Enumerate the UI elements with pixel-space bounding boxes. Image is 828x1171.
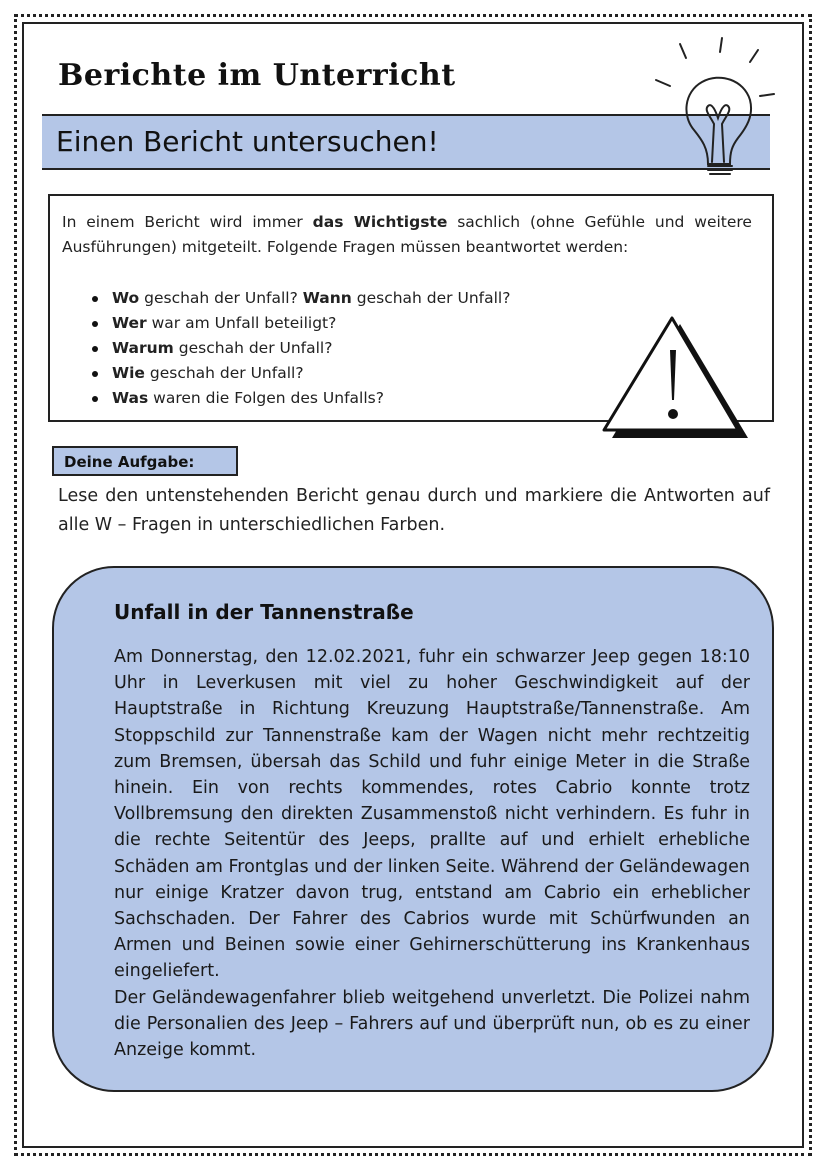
info-intro-text-b: sachlich (ohne Gefühle und weitere Ausführungen) mitgeteilt. Folgende Fragen müssen beantwortet werden:: [62, 213, 752, 256]
info-intro-bold: das Wichtigste: [312, 213, 448, 231]
task-label: [52, 446, 238, 476]
info-intro-text-a: In einem Bericht wird immer: [62, 213, 313, 231]
task-instructions: Lese den untenstehenden Bericht genau durch und markiere die Antworten auf alle W – Fragen in unterschiedlichen Farben.: [58, 486, 770, 535]
list-item: Wie geschah der Unfall?: [90, 361, 510, 386]
report-paragraph-1: Am Donnerstag, den 12.02.2021, fuhr ein schwarzer Jeep gegen 18:10 Uhr in Leverkusen mit viel zu hoher Geschwindigkeit auf der Hauptstraße in Richtung Kreuzung Hauptstraße/Tannenstraße. Am Stoppschild zur Tannenstraße kam der Wagen nicht mehr rechtzeitig zum Bremsen, übersah das Schild und fuhr einige Meter in die Straße hinein. Ein von rechts kommendes, rotes Cabrio konnte trotz Vollbremsung den direkten Zusammenstoß nicht verhindern. Es fuhr in die rechte Seitentür des Jeeps, prallte auf und erhielt erhebliche Schäden am Frontglas und der linken Seite. Während der Geländewagen nur einige Kratzer davon trug, entstand am Cabrio ein erheblicher Sachschaden. Der Fahrer des Cabrios wurde mit Schürfwunden an Armen und Beinen sowie einer Gehirnerschütterung ins Krankenhaus eingeliefert.: [114, 647, 750, 982]
question-list: [90, 286, 510, 411]
warning-triangle-icon: [598, 316, 750, 442]
list-item: Wo geschah der Unfall? Wann geschah der Unfall?: [90, 286, 510, 311]
info-intro: [62, 210, 752, 260]
list-item: Warum geschah der Unfall?: [90, 336, 510, 361]
lightbulb-icon: [650, 36, 780, 178]
banner-heading: Einen Bericht untersuchen!: [56, 125, 439, 158]
report-box: [52, 566, 774, 1092]
list-item: Was waren die Folgen des Unfalls?: [90, 386, 510, 411]
list-item: Wer war am Unfall beteiligt?: [90, 311, 510, 336]
task-label-text: Deine Aufgabe:: [64, 453, 195, 471]
report-body: [114, 644, 750, 1063]
report-paragraph-2: Der Geländewagenfahrer blieb weitgehend unverletzt. Die Polizei nahm die Personalien des Jeep – Fahrers auf und überprüft nun, ob es zu einer Anzeige kommt.: [114, 987, 750, 1061]
report-title: Unfall in der Tannenstraße: [114, 600, 414, 624]
page-title: Berichte im Unterricht: [58, 58, 456, 93]
